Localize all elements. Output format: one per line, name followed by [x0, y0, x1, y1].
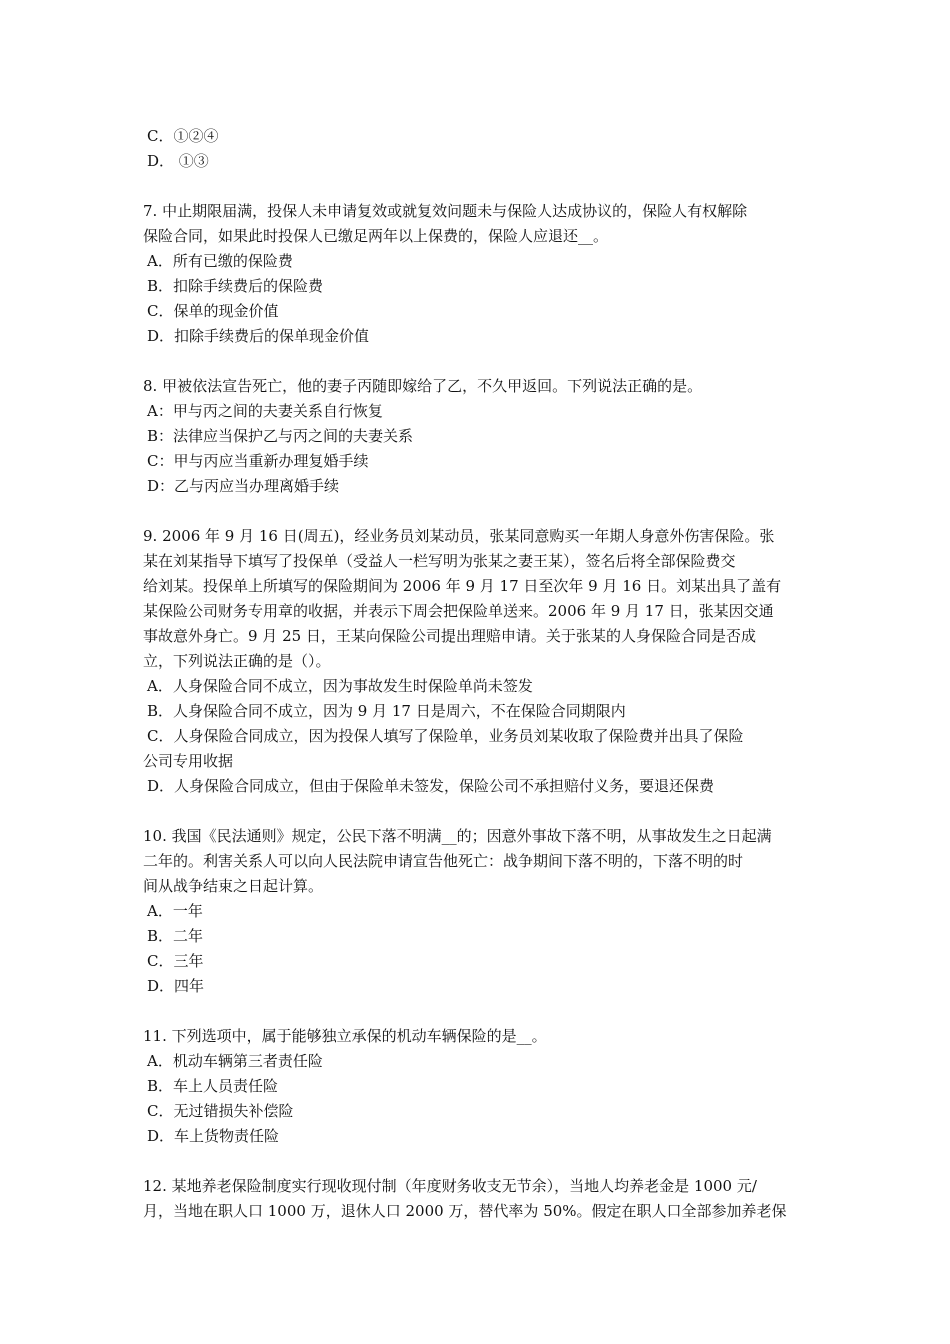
option-c: C．①②④ — [147, 127, 219, 145]
question-12 — [143, 1174, 808, 1224]
option-b: B．车上人员责任险 — [147, 1077, 279, 1095]
stem-line: 给刘某。投保单上所填写的保险期间为 2006 年 9 月 17 日至次年 9 月 16 日。刘某出具了盖有 — [143, 577, 782, 595]
option-a: A：甲与丙之间的夫妻关系自行恢复 — [147, 402, 383, 420]
option-c: C．人身保险合同成立，因为投保人填写了保险单，业务员刘某收取了保险费并出具了保险 — [147, 727, 744, 745]
question-stem — [143, 824, 808, 899]
option-a: A．人身保险合同不成立，因为事故发生时保险单尚未签发 — [147, 677, 533, 695]
question-stem — [143, 1174, 808, 1224]
question-9 — [143, 524, 808, 799]
stem-line: 10. 我国《民法通则》规定，公民下落不明满__的；因意外事故下落不明，从事故发生之日起满 — [143, 827, 772, 845]
stem-line: 11. 下列选项中，属于能够独立承保的机动车辆保险的是__。 — [143, 1027, 547, 1045]
option-d: D．扣除手续费后的保单现金价值 — [147, 327, 370, 345]
question-8 — [143, 374, 808, 499]
stem-line: 9. 2006 年 9 月 16 日(周五)，经业务员刘某动员，张某同意购买一年期人身意外伤害保险。张 — [143, 527, 775, 545]
option-d: D．车上货物责任险 — [147, 1127, 280, 1145]
question-10 — [143, 824, 808, 999]
option-c: C．保单的现金价值 — [147, 302, 279, 320]
option-d: D．人身保险合同成立，但由于保险单未签发，保险公司不承担赔付义务，要退还保费 — [147, 777, 715, 795]
question-stem — [143, 1024, 808, 1049]
stem-line: 某保险公司财务专用章的收据，并表示下周会把保险单送来。2006 年 9 月 17 日，张某因交通 — [143, 602, 774, 620]
stem-line: 保险合同，如果此时投保人已缴足两年以上保费的，保险人应退还__。 — [143, 227, 609, 245]
option-c: C．三年 — [147, 952, 204, 970]
question-stem — [143, 374, 808, 399]
question-11 — [143, 1024, 808, 1149]
stem-line: 立，下列说法正确的是（）。 — [143, 652, 331, 670]
option-b: B．扣除手续费后的保险费 — [147, 277, 324, 295]
option-a: A．所有已缴的保险费 — [147, 252, 293, 270]
previous-question-options — [143, 124, 808, 174]
question-stem — [143, 524, 808, 674]
question-7 — [143, 199, 808, 349]
option-c: C．无过错损失补偿险 — [147, 1102, 294, 1120]
option-c: C：甲与丙应当重新办理复婚手续 — [147, 452, 369, 470]
option-d: D．四年 — [147, 977, 205, 995]
option-a: A．机动车辆第三者责任险 — [147, 1052, 323, 1070]
stem-line: 12. 某地养老保险制度实行现收现付制（年度财务收支无节余），当地人均养老金是 1000 元/ — [143, 1177, 757, 1195]
stem-line: 间从战争结束之日起计算。 — [143, 877, 324, 895]
document-content — [143, 124, 808, 1224]
stem-line: 某在刘某指导下填写了投保单（受益人一栏写明为张某之妻王某），签名后将全部保险费交 — [143, 552, 736, 570]
option-c-continued: 公司专用收据 — [143, 752, 234, 770]
stem-line: 事故意外身亡。9 月 25 日，王某向保险公司提出理赔申请。关于张某的人身保险合同是否成 — [143, 627, 756, 645]
stem-line: 二年的。利害关系人可以向人民法院申请宣告他死亡：战争期间下落不明的，下落不明的时 — [143, 852, 744, 870]
option-b: B：法律应当保护乙与丙之间的夫妻关系 — [147, 427, 414, 445]
stem-line: 8. 甲被依法宣告死亡，他的妻子丙随即嫁给了乙，不久甲返回。下列说法正确的是。 — [143, 377, 703, 395]
stem-line: 月，当地在职人口 1000 万，退休人口 2000 万，替代率为 50%。假定在职人口全部参加养老保 — [143, 1202, 787, 1220]
option-a: A．一年 — [147, 902, 203, 920]
stem-line: 7. 中止期限届满，投保人未申请复效或就复效问题未与保险人达成协议的，保险人有权解除 — [143, 202, 748, 220]
option-d: D：乙与丙应当办理离婚手续 — [147, 477, 340, 495]
question-stem — [143, 199, 808, 249]
option-d: D． ①③ — [147, 152, 209, 170]
option-b: B．二年 — [147, 927, 204, 945]
option-b: B．人身保险合同不成立，因为 9 月 17 日是周六，不在保险合同期限内 — [147, 702, 626, 720]
